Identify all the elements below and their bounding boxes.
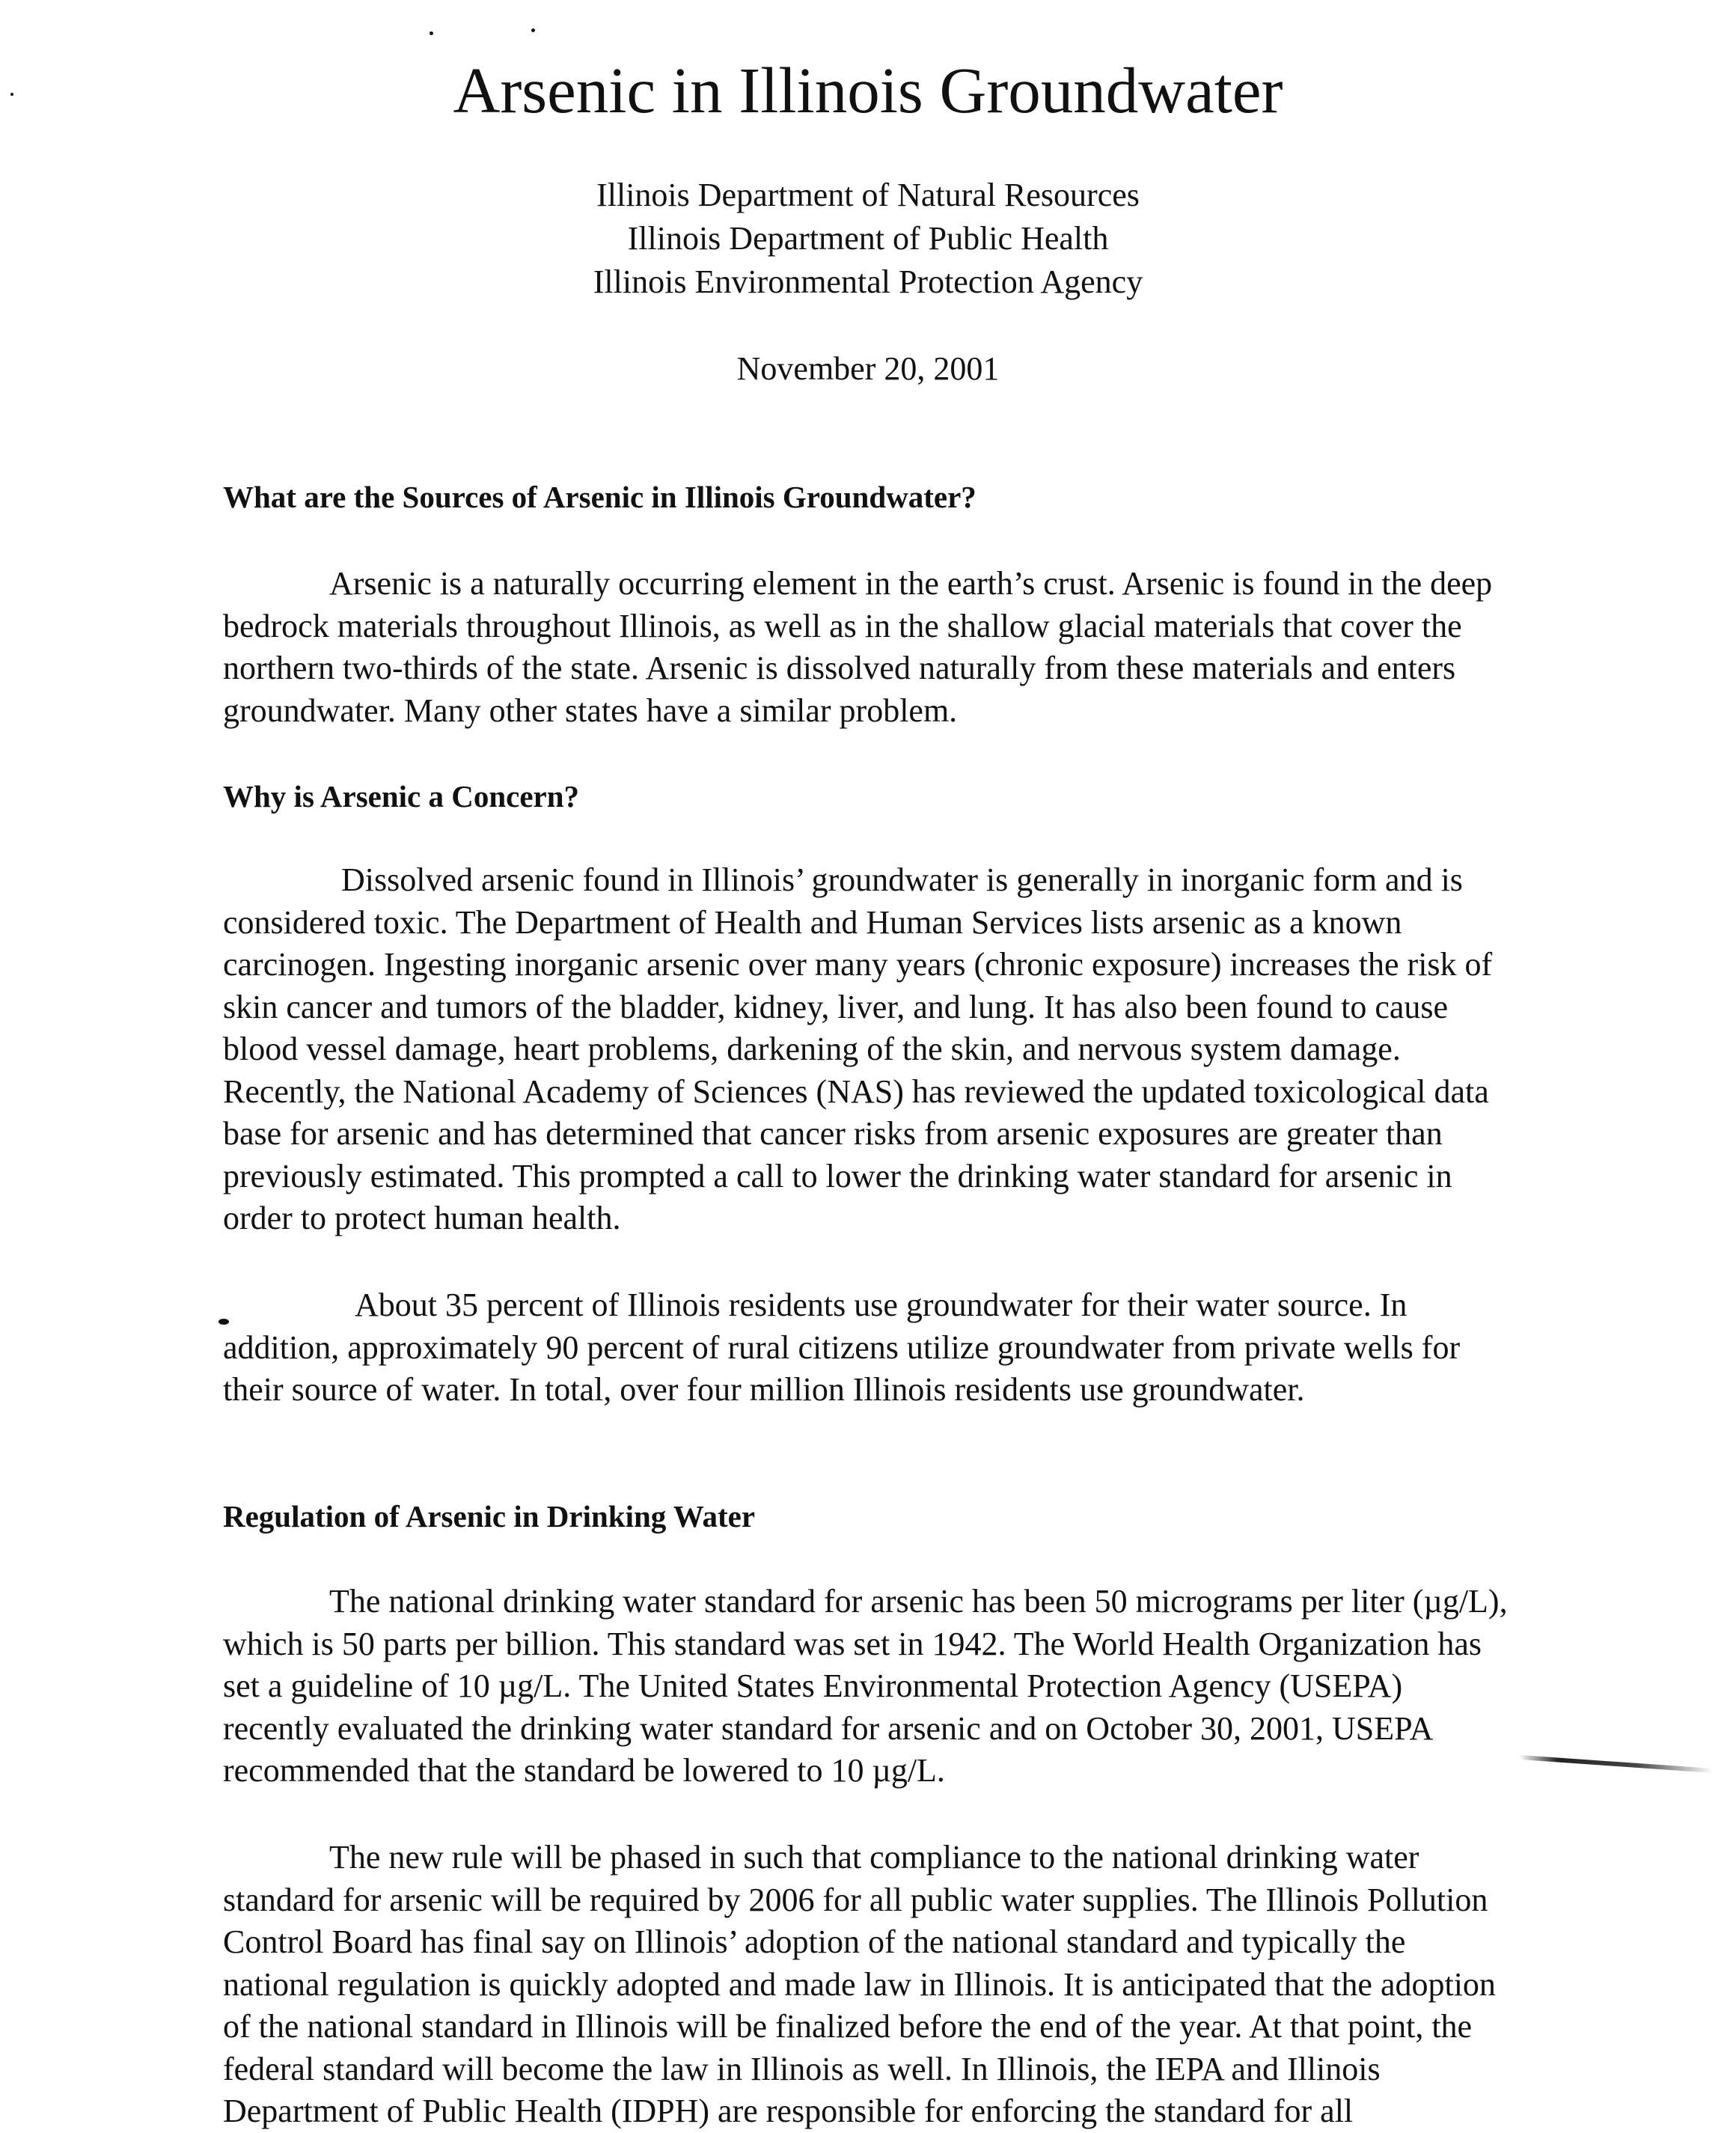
text-line: Arsenic is a naturally occurring element in the earth’s crust. Arsenic is found in the deep xyxy=(329,565,1493,602)
text-line: national regulation is quickly adopted and made law in Illinois. It is anticipated that the adoption xyxy=(223,1965,1496,2003)
document-date: November 20, 2001 xyxy=(736,350,1000,387)
text-line: The national drinking water standard for arsenic has been 50 micrograms per liter (µg/L), xyxy=(329,1583,1508,1620)
text-line: previously estimated. This prompted a call to lower the drinking water standard for arsenic in xyxy=(223,1157,1452,1194)
text-line: standard for arsenic will be required by 2006 for all public water supplies. The Illinois Pollution xyxy=(223,1881,1488,1918)
agency-list xyxy=(0,174,1736,304)
text-line: The new rule will be phased in such that compliance to the national drinking water xyxy=(329,1839,1419,1876)
agency-name: Illinois Department of Natural Resources xyxy=(596,177,1140,213)
paragraph xyxy=(223,1581,1607,1792)
text-line: which is 50 parts per billion. This standard was set in 1942. The World Health Organization has xyxy=(223,1625,1482,1662)
text-line: groundwater. Many other states have a similar problem. xyxy=(223,692,958,729)
section-heading: Why is Arsenic a Concern? xyxy=(223,779,580,814)
text-line: recently evaluated the drinking water standard for arsenic and on October 30, 2001, USEPA xyxy=(223,1709,1434,1747)
text-line: considered toxic. The Department of Health and Human Services lists arsenic as a known xyxy=(223,903,1402,941)
text-line: skin cancer and tumors of the bladder, kidney, liver, and lung. It has also been found to cause xyxy=(223,988,1449,1025)
text-line: carcinogen. Ingesting inorganic arsenic over many years (chronic exposure) increases the risk of xyxy=(223,946,1493,983)
text-line: their source of water. In total, over four million Illinois residents use groundwater. xyxy=(223,1371,1305,1408)
text-line: order to protect human health. xyxy=(223,1200,621,1236)
text-line: of the national standard in Illinois will be finalized before the end of the year. At that point, the xyxy=(223,2008,1473,2045)
text-line: set a guideline of 10 µg/L. The United States Environmental Protection Agency (USEPA) xyxy=(223,1667,1403,1704)
paragraph xyxy=(223,1837,1607,2133)
text-line: federal standard will become the law in Illinois as well. In Illinois, the IEPA and Illinois xyxy=(223,2050,1381,2087)
agency-name: Illinois Department of Public Health xyxy=(627,220,1109,257)
text-line: Control Board has final say on Illinois’ adoption of the national standard and typically the xyxy=(223,1923,1406,1960)
paragraph xyxy=(223,859,1607,1240)
text-line: addition, approximately 90 percent of rural citizens utilize groundwater from private wells for xyxy=(223,1328,1461,1366)
document-title: Arsenic in Illinois Groundwater xyxy=(453,54,1283,126)
text-line: bedrock materials throughout Illinois, as well as in the shallow glacial materials that cover the xyxy=(223,607,1462,644)
text-line: Recently, the National Academy of Sciences (NAS) has reviewed the updated toxicological data xyxy=(223,1072,1489,1110)
text-line: recommended that the standard be lowered to 10 µg/L. xyxy=(223,1752,945,1789)
text-line: northern two-thirds of the state. Arsenic is dissolved naturally from these materials and enters xyxy=(223,650,1456,686)
paragraph xyxy=(223,1284,1607,1412)
text-line: Dissolved arsenic found in Illinois’ groundwater is generally in inorganic form and is xyxy=(341,861,1463,898)
section-heading: Regulation of Arsenic in Drinking Water xyxy=(223,1499,756,1534)
text-line: base for arsenic and has determined that cancer risks from arsenic exposures are greater than xyxy=(223,1115,1443,1152)
text-line: Department of Public Health (IDPH) are responsible for enforcing the standard for all xyxy=(223,2093,1354,2129)
scan-speck xyxy=(430,31,433,35)
section-heading: What are the Sources of Arsenic in Illinois Groundwater? xyxy=(223,480,977,514)
text-line: About 35 percent of Illinois residents use groundwater for their water source. In xyxy=(355,1287,1408,1323)
paragraph xyxy=(223,563,1607,732)
scan-speck xyxy=(531,28,535,32)
agency-name: Illinois Environmental Protection Agency xyxy=(593,263,1143,300)
text-line: blood vessel damage, heart problems, darkening of the skin, and nervous system damage. xyxy=(223,1031,1401,1067)
